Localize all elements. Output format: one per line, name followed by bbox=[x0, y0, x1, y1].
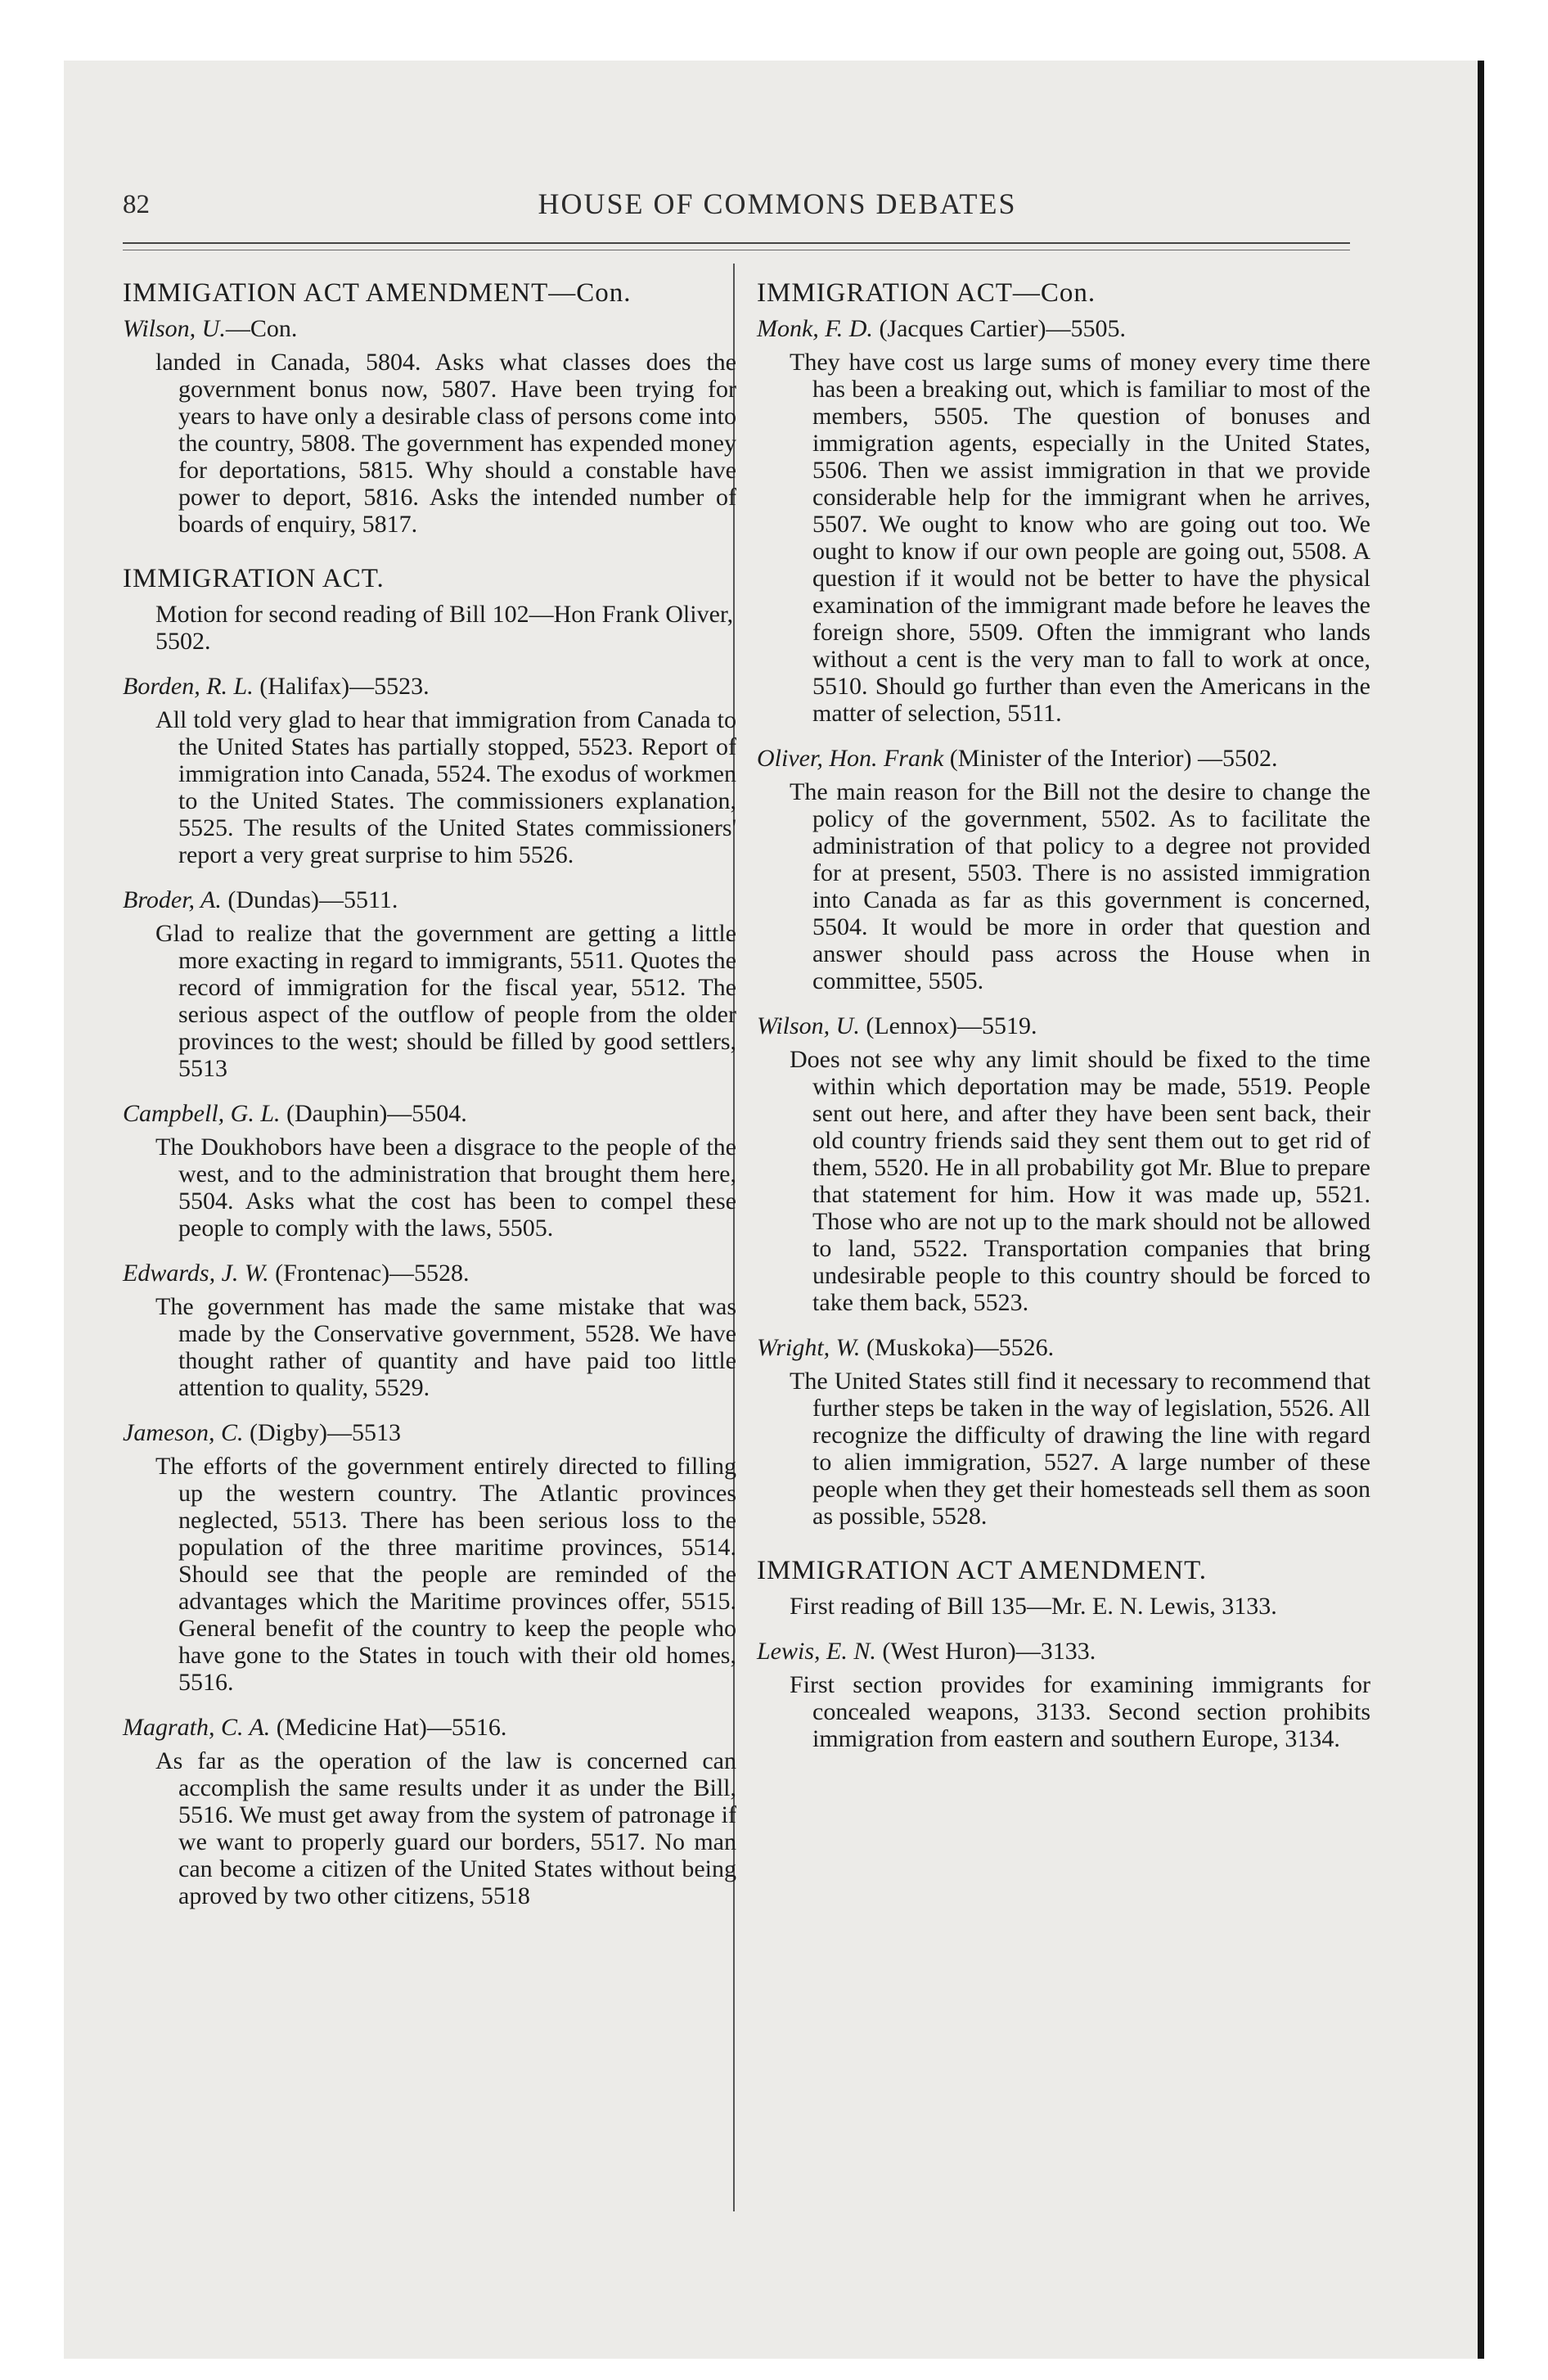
page-edge-shadow bbox=[1478, 61, 1484, 2359]
speech-summary: As far as the operation of the law is concerned can accomplish the same results under it as under the Bill, 5516. We must get away from the system of patronage if we want to properly guard our borders, 5517. No man can become a citizen of the United States without being aproved by two other citizens, 5518 bbox=[155, 1747, 736, 1909]
member-entry bbox=[123, 1419, 736, 1446]
section-heading: IMMIGRATION ACT AMENDMENT. bbox=[757, 1556, 1208, 1585]
member-detail: (Jacques Cartier)—5505. bbox=[872, 315, 1127, 342]
member-name: Wilson, U. bbox=[123, 315, 226, 342]
member-entry bbox=[757, 1334, 1370, 1361]
member-name: Campbell, G. L. bbox=[123, 1100, 281, 1127]
header-rule-top bbox=[123, 242, 1350, 244]
right-column bbox=[757, 280, 1370, 1770]
member-name: Monk, F. D. bbox=[757, 315, 873, 342]
member-name: Magrath, C. A. bbox=[123, 1714, 271, 1741]
member-name: Lewis, E. N. bbox=[757, 1638, 876, 1665]
left-column bbox=[123, 280, 736, 1927]
speech-summary: The government has made the same mistake that was made by the Conservative government, 5528. We have thought rather of quantity and have paid too little attention to quality, 5529. bbox=[155, 1293, 736, 1401]
member-detail: (Halifax)—5523. bbox=[253, 673, 430, 700]
member-name: Oliver, Hon. Frank bbox=[757, 745, 944, 772]
member-detail: —Con. bbox=[225, 315, 298, 342]
speech-summary: The main reason for the Bill not the desire to change the policy of the government, 5502. As to facilitate the administration of that policy to a degree not provided for at present, 5503. There is no assisted immigration into Canada as far as this government is concerned, 5504. It would be more in order that question and answer should pass across the House when in committee, 5505. bbox=[790, 778, 1370, 994]
member-detail: (Muskoka)—5526. bbox=[860, 1334, 1055, 1361]
member-name: Broder, A. bbox=[123, 886, 222, 913]
speech-summary: The United States still find it necessary to recommend that further steps be taken in the way of legislation, 5526. All recognize the difficulty of drawing the line with regard to alien immigration, 5527. A large number of these people when they get their homesteads sell them as soon as possible, 5528. bbox=[790, 1368, 1370, 1530]
section-heading: IMMIGRATION ACT—Con. bbox=[757, 278, 1096, 308]
member-entry bbox=[123, 673, 736, 700]
member-detail: (Lennox)—5519. bbox=[859, 1012, 1037, 1039]
speech-summary: First section provides for examining immigrants for concealed weapons, 3133. Second section prohibits immigration from eastern and southern Europe, 3134. bbox=[790, 1671, 1370, 1752]
member-detail: (Dundas)—5511. bbox=[221, 886, 398, 913]
member-name: Jameson, C. bbox=[123, 1419, 244, 1446]
member-detail: (Minister of the Interior) —5502. bbox=[943, 745, 1278, 772]
speech-summary: The efforts of the government entirely directed to filling up the western country. The Atlantic provinces neglected, 5513. There has been serious loss to the population of the three maritime provinces, 5514. Should see that the people are reminded of the advantages which the Maritime provinces offer, 5515. General benefit of the country to keep the people who have gone to the States in touch with their old homes, 5516. bbox=[155, 1453, 736, 1696]
member-entry bbox=[757, 1638, 1370, 1665]
member-entry bbox=[757, 315, 1370, 342]
page-header: HOUSE OF COMMONS DEBATES bbox=[538, 187, 1017, 220]
speech-summary: landed in Canada, 5804. Asks what classes does the government bonus now, 5807. Have been trying for years to have only a desirable class of persons come into the country, 5808. The government has expended money for deportations, 5815. Why should a constable have power to deport, 5816. Asks the intended number of boards of enquiry, 5817. bbox=[155, 349, 736, 538]
member-name: Edwards, J. W. bbox=[123, 1260, 269, 1287]
member-entry bbox=[123, 1100, 736, 1127]
member-detail: (Dauphin)—5504. bbox=[280, 1100, 467, 1127]
member-name: Wright, W. bbox=[757, 1334, 861, 1361]
speech-summary: They have cost us large sums of money every time there has been a breaking out, which is familiar to most of the members, 5505. The question of bonuses and immigration agents, especially in the United States, 5506. Then we assist immigration in that we provide considerable help for the immigrant when he arrives, 5507. We ought to know who are going out too. We ought to know if our own people are going out, 5508. A question if it would not be better to have the physical examination of the immigrant made before he leaves the foreign shore, 5509. Often the immigrant who lands without a cent is the very man to fall to work at once, 5510. Should go further than even the Americans in the matter of selection, 5511. bbox=[790, 349, 1370, 727]
member-entry bbox=[123, 1714, 736, 1741]
speech-summary: The Doukhobors have been a disgrace to the people of the west, and to the administration that brought them here, 5504. Asks what the cost has been to compel these people to comply with the laws, 5505. bbox=[155, 1134, 736, 1242]
member-entry bbox=[123, 1260, 736, 1287]
speech-summary: Does not see why any limit should be fixed to the time within which deportation may be made, 5519. People sent out here, and after they have been sent back, their old country friends said they sent them out to get rid of them, 5520. He in all probability got Mr. Blue to prepare that statement for him. How it was made up, 5521. Those who are not up to the mark should not be allowed to land, 5522. Transportation companies that bring undesirable people to this country should be forced to take them back, 5523. bbox=[790, 1046, 1370, 1316]
member-detail: (Digby)—5513 bbox=[243, 1419, 401, 1446]
member-name: Borden, R. L. bbox=[123, 673, 254, 700]
member-entry bbox=[123, 886, 736, 913]
member-entry bbox=[123, 315, 736, 342]
member-detail: (West Huron)—3133. bbox=[875, 1638, 1096, 1665]
motion-text: First reading of Bill 135—Mr. E. N. Lewis, 3133. bbox=[790, 1593, 1277, 1620]
member-name: Wilson, U. bbox=[757, 1012, 860, 1039]
member-detail: (Frontenac)—5528. bbox=[268, 1260, 470, 1287]
section-heading: IMMIGATION ACT AMENDMENT—Con. bbox=[123, 278, 632, 308]
section-heading: IMMIGRATION ACT. bbox=[123, 564, 385, 593]
motion-text: Motion for second reading of Bill 102—Hon Frank Oliver, 5502. bbox=[155, 601, 734, 655]
member-entry bbox=[757, 745, 1370, 772]
member-detail: (Medicine Hat)—5516. bbox=[270, 1714, 507, 1741]
speech-summary: Glad to realize that the government are getting a little more exacting in regard to immigrants, 5511. Quotes the record of immigration for the fiscal year, 5512. The serious aspect of the outflow of people from the older provinces to the west; should be filled by good settlers, 5513 bbox=[155, 920, 736, 1082]
member-entry bbox=[757, 1012, 1370, 1039]
page-number: 82 bbox=[123, 190, 150, 219]
speech-summary: All told very glad to hear that immigration from Canada to the United States has partially stopped, 5523. Report of immigration into Canada, 5524. The exodus of workmen to the United States. The commissioners explanation, 5525. The results of the United States commissioners' report a very great surprise to him 5526. bbox=[155, 706, 736, 868]
